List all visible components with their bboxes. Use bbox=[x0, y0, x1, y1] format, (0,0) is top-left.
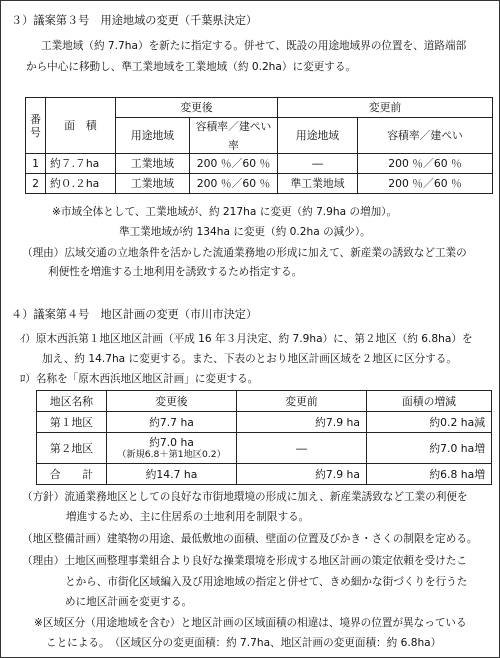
section3-para-line1: 工業地域（約 7.7ha）を新たに指定する。併せて、既設の用途地域界の位置を、道路端部 bbox=[41, 40, 467, 52]
section4-plan: （地区整備計画）建築物の用途、最低敷地の面積、壁面の位置及びかき・さくの制限を定める。 bbox=[22, 533, 478, 545]
header-area-change: 面積の増減 bbox=[367, 391, 492, 412]
section4-reason-line3: めに地区計画を変更する。 bbox=[65, 596, 193, 608]
section4-reason-line2: とから、市街化区域編入及び用途地域の指定と併せて、きめ細かな街づくりを行うた bbox=[65, 576, 468, 588]
header-use-before: 用途地域 bbox=[278, 118, 358, 154]
header-district-name: 地区名称 bbox=[37, 391, 107, 412]
header-before: 変更前 bbox=[237, 391, 367, 412]
header-ratio-after: 容積率／建ぺい 率 bbox=[190, 118, 278, 154]
district-plan-table bbox=[36, 390, 492, 485]
table-row: 1 約７.７ha 工業地域 200 ％／60 ％ ― 200 ％／60 ％ bbox=[26, 154, 493, 174]
section3-para-line2: から中心に移動し、準工業地域を工業地域（約 0.2ha）に変更する。 bbox=[26, 61, 357, 73]
section4-item-ro: ﾛ）名称を「原木西浜地区地区計画」に変更する。 bbox=[20, 373, 259, 385]
header-use-after: 用途地域 bbox=[116, 118, 190, 154]
section4-policy-line2: 増進するため、主に住居系の土地利用を制限する。 bbox=[66, 511, 310, 523]
header-ratio-before: 容積率／建ぺい bbox=[358, 118, 493, 154]
header-area: 面 積 bbox=[46, 98, 116, 154]
section3-note-line2: 準工業地域が約 134ha に変更（約 0.2ha の減少）。 bbox=[119, 226, 371, 238]
header-number: 番 号 bbox=[26, 98, 46, 154]
land-use-table bbox=[25, 97, 493, 194]
table-row: 合 計 約14.7 ha 約7.9 ha 約6.8 ha増 bbox=[37, 464, 492, 485]
section4-reason-line1: （理由）土地区画整理事業組合より良好な操業環境を形成する地区計画の策定依頼を受けたこ bbox=[22, 555, 467, 567]
section3-reason-line1: （理由）広域交通の立地条件を活かした流通業務地の形成に加えて、新産業の誘致など工業の bbox=[22, 247, 467, 259]
section4-policy-line1: （方針）流通業務地区としての良好な市街地環境の形成に加え、新産業誘致など工業の利便を bbox=[22, 491, 468, 503]
section4-item-i-line2: 加え、約 14.7ha に変更する。また、下表のとおり地区計画区域を２地区に区分する。 bbox=[42, 353, 457, 365]
header-before: 変更前 bbox=[278, 98, 493, 118]
header-after: 変更後 bbox=[116, 98, 278, 118]
section4-note-line2: ことによる。 （区域区分の変更面積：約 7.7ha、地区計画の変更面積：約 6.8ha） bbox=[46, 637, 442, 649]
table-row: 第２地区 約7.0 ha （新規6.8＋第1地区0.2） ― 約7.0 ha増 bbox=[37, 433, 492, 464]
section4-item-i-line1: ｲ）原木西浜第１地区地区計画（平成 16 年３月決定、約 7.9ha）に、第２地区（約 6.8ha）を bbox=[20, 333, 473, 345]
header-after: 変更後 bbox=[107, 391, 237, 412]
section3-note-line1: ※市域全体として、工業地域が、約 217ha に変更（約 7.9ha の増加）。 bbox=[52, 206, 398, 218]
section3-heading: ３）議案第３号 用途地域の変更（千葉県決定） bbox=[11, 14, 258, 27]
section4-heading: ４）議案第４号 地区計画の変更（市川市決定） bbox=[11, 308, 258, 321]
section4-note-line1: ※区域区分（用途地域を含む）と地区計画の区域面積の相違は、境界の位置が異なっている bbox=[34, 617, 467, 629]
section3-reason-line2: 利便性を増進する土地利用を誘致するため指定する。 bbox=[48, 266, 303, 278]
table-row: 2 約０.２ha 工業地域 200 ％／60 ％ 準工業地域 200 ％／60 ％ bbox=[26, 174, 493, 194]
table-row: 第１地区 約7.7 ha 約7.9 ha 約0.2 ha減 bbox=[37, 412, 492, 433]
